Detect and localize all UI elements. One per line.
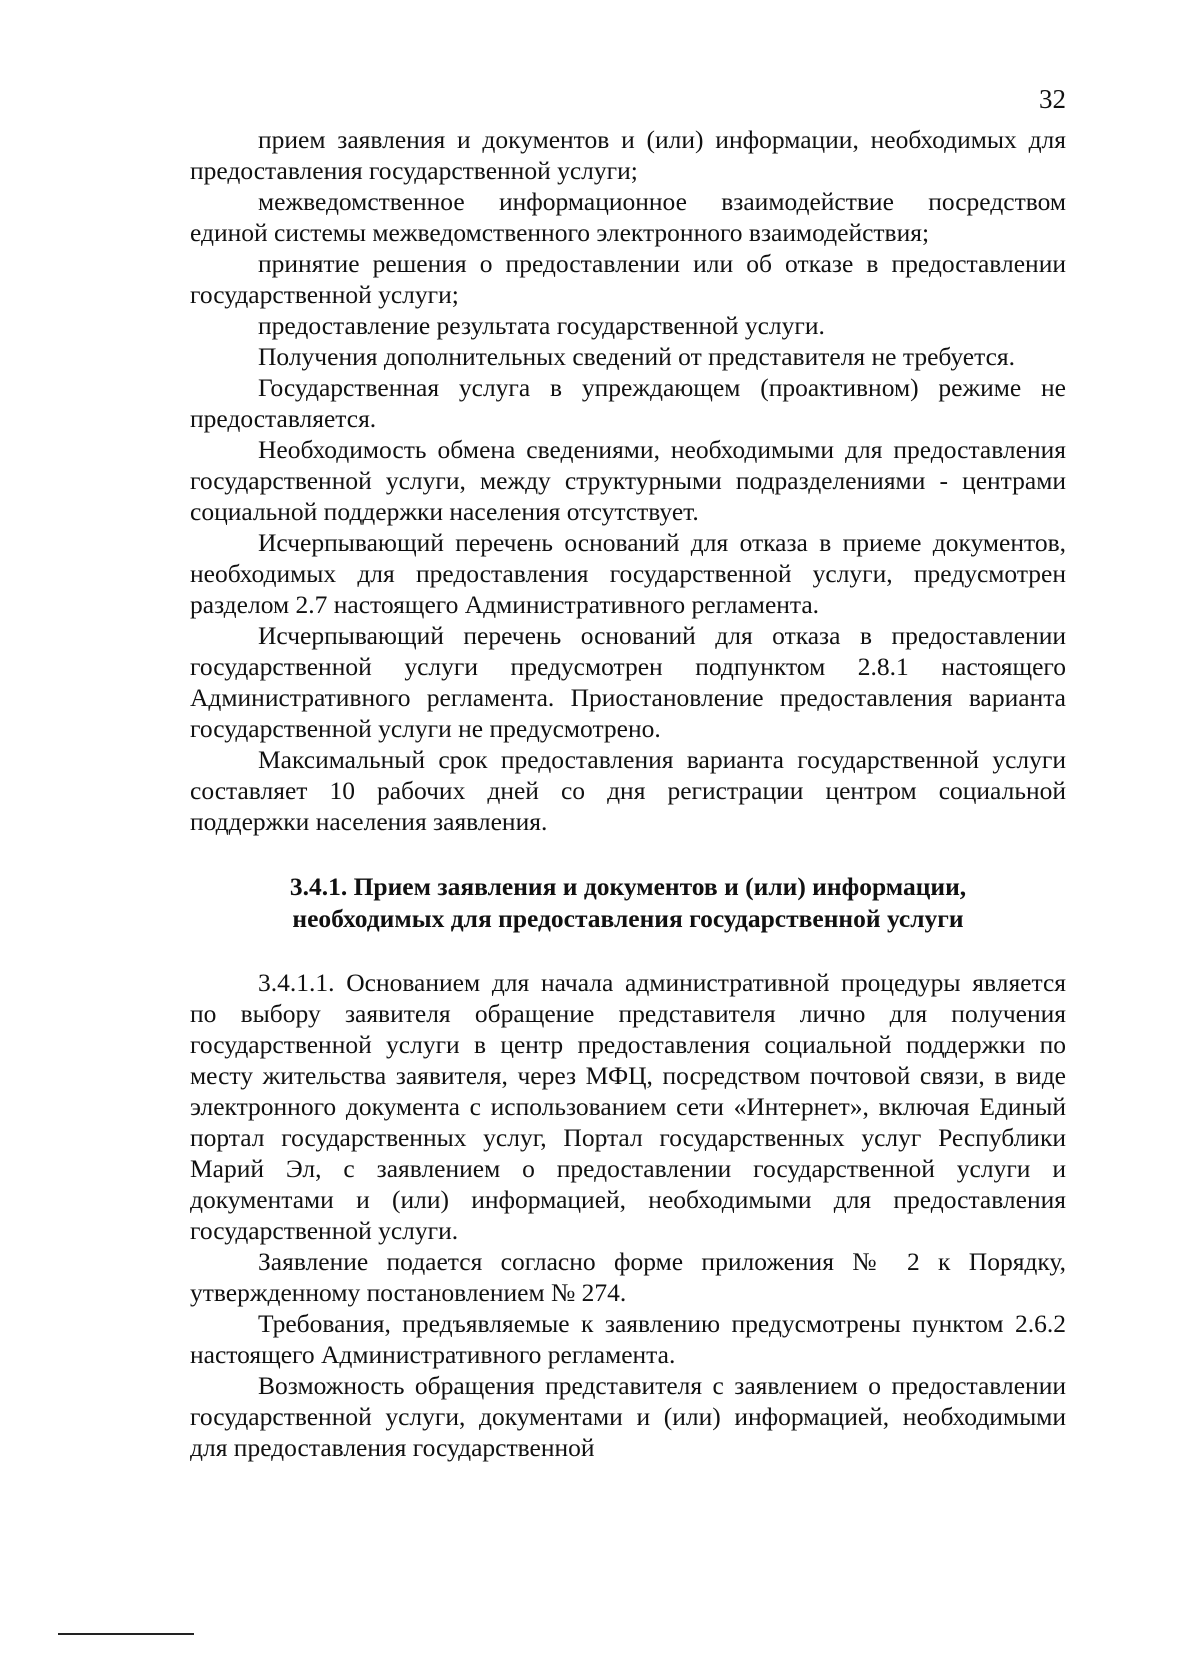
paragraph-additional-info: Получения дополнительных сведений от представителя не требуется. [258, 342, 1015, 371]
paragraph-application-form: Заявление подается согласно форме приложения № 2 к Порядку, утвержденному постановлением № 274. [190, 1247, 1066, 1307]
list-item-result: предоставление результата государственной услуги. [258, 311, 825, 340]
section-heading-line-2: необходимых для предоставления государственной услуги [292, 904, 964, 933]
footnote-divider [58, 1633, 194, 1635]
document-body [190, 124, 1066, 1463]
list-item-interdepartmental: межведомственное информационное взаимодействие посредством единой системы межведомственного электронного взаимодействия; [190, 187, 1066, 247]
paragraph-maximum-term: Максимальный срок предоставления варианта государственной услуги составляет 10 рабочих дней со дня регистрации центром социальной поддержки населения заявления. [190, 745, 1066, 836]
paragraph-refusal-reception-grounds: Исчерпывающий перечень оснований для отказа в приеме документов, необходимых для предоставления государственной услуги, предусмотрен разделом 2.7 настоящего Административного регламента. [190, 528, 1066, 619]
section-heading-line-1: 3.4.1. Прием заявления и документов и (или) информации, [289, 872, 967, 901]
paragraph-application-requirements: Требования, предъявляемые к заявлению предусмотрены пунктом 2.6.2 настоящего Административного регламента. [190, 1309, 1066, 1369]
paragraph-refusal-provision-grounds: Исчерпывающий перечень оснований для отказа в предоставлении государственной услуги предусмотрен подпунктом 2.8.1 настоящего Административного регламента. Приостановление предоставления варианта государственной услуги не предусмотрено. [190, 621, 1066, 743]
paragraph-proactive-mode: Государственная услуга в упреждающем (проактивном) режиме не предоставляется. [190, 373, 1066, 433]
paragraph-procedure-basis: 3.4.1.1. Основанием для начала административной процедуры является по выбору заявителя обращение представителя лично для получения государственной услуги в центр предоставления социальной поддержки по месту жительства заявителя, через МФЦ, посредством почтовой связи, в виде электронного документа с использованием сети «Интернет», включая Единый портал государственных услуг, Портал государственных услуг Республики Марий Эл, с заявлением о предоставлении государственной услуги и документами и (или) информацией, необходимыми для предоставления государственной услуги. [190, 968, 1066, 1245]
list-item-reception: прием заявления и документов и (или) информации, необходимых для предоставления государственной услуги; [190, 125, 1066, 185]
paragraph-information-exchange: Необходимость обмена сведениями, необходимыми для предоставления государственной услуги, между структурными подразделениями - центрами социальной поддержки населения отсутствует. [190, 435, 1066, 526]
paragraph-application-possibility: Возможность обращения представителя с заявлением о предоставлении государственной услуги, документами и (или) информацией, необходимыми для предоставления государственной [190, 1371, 1066, 1462]
section-heading [190, 871, 1066, 935]
page-number: 32 [1039, 84, 1066, 114]
list-item-decision: принятие решения о предоставлении или об отказе в предоставлении государственной услуги; [190, 249, 1066, 309]
